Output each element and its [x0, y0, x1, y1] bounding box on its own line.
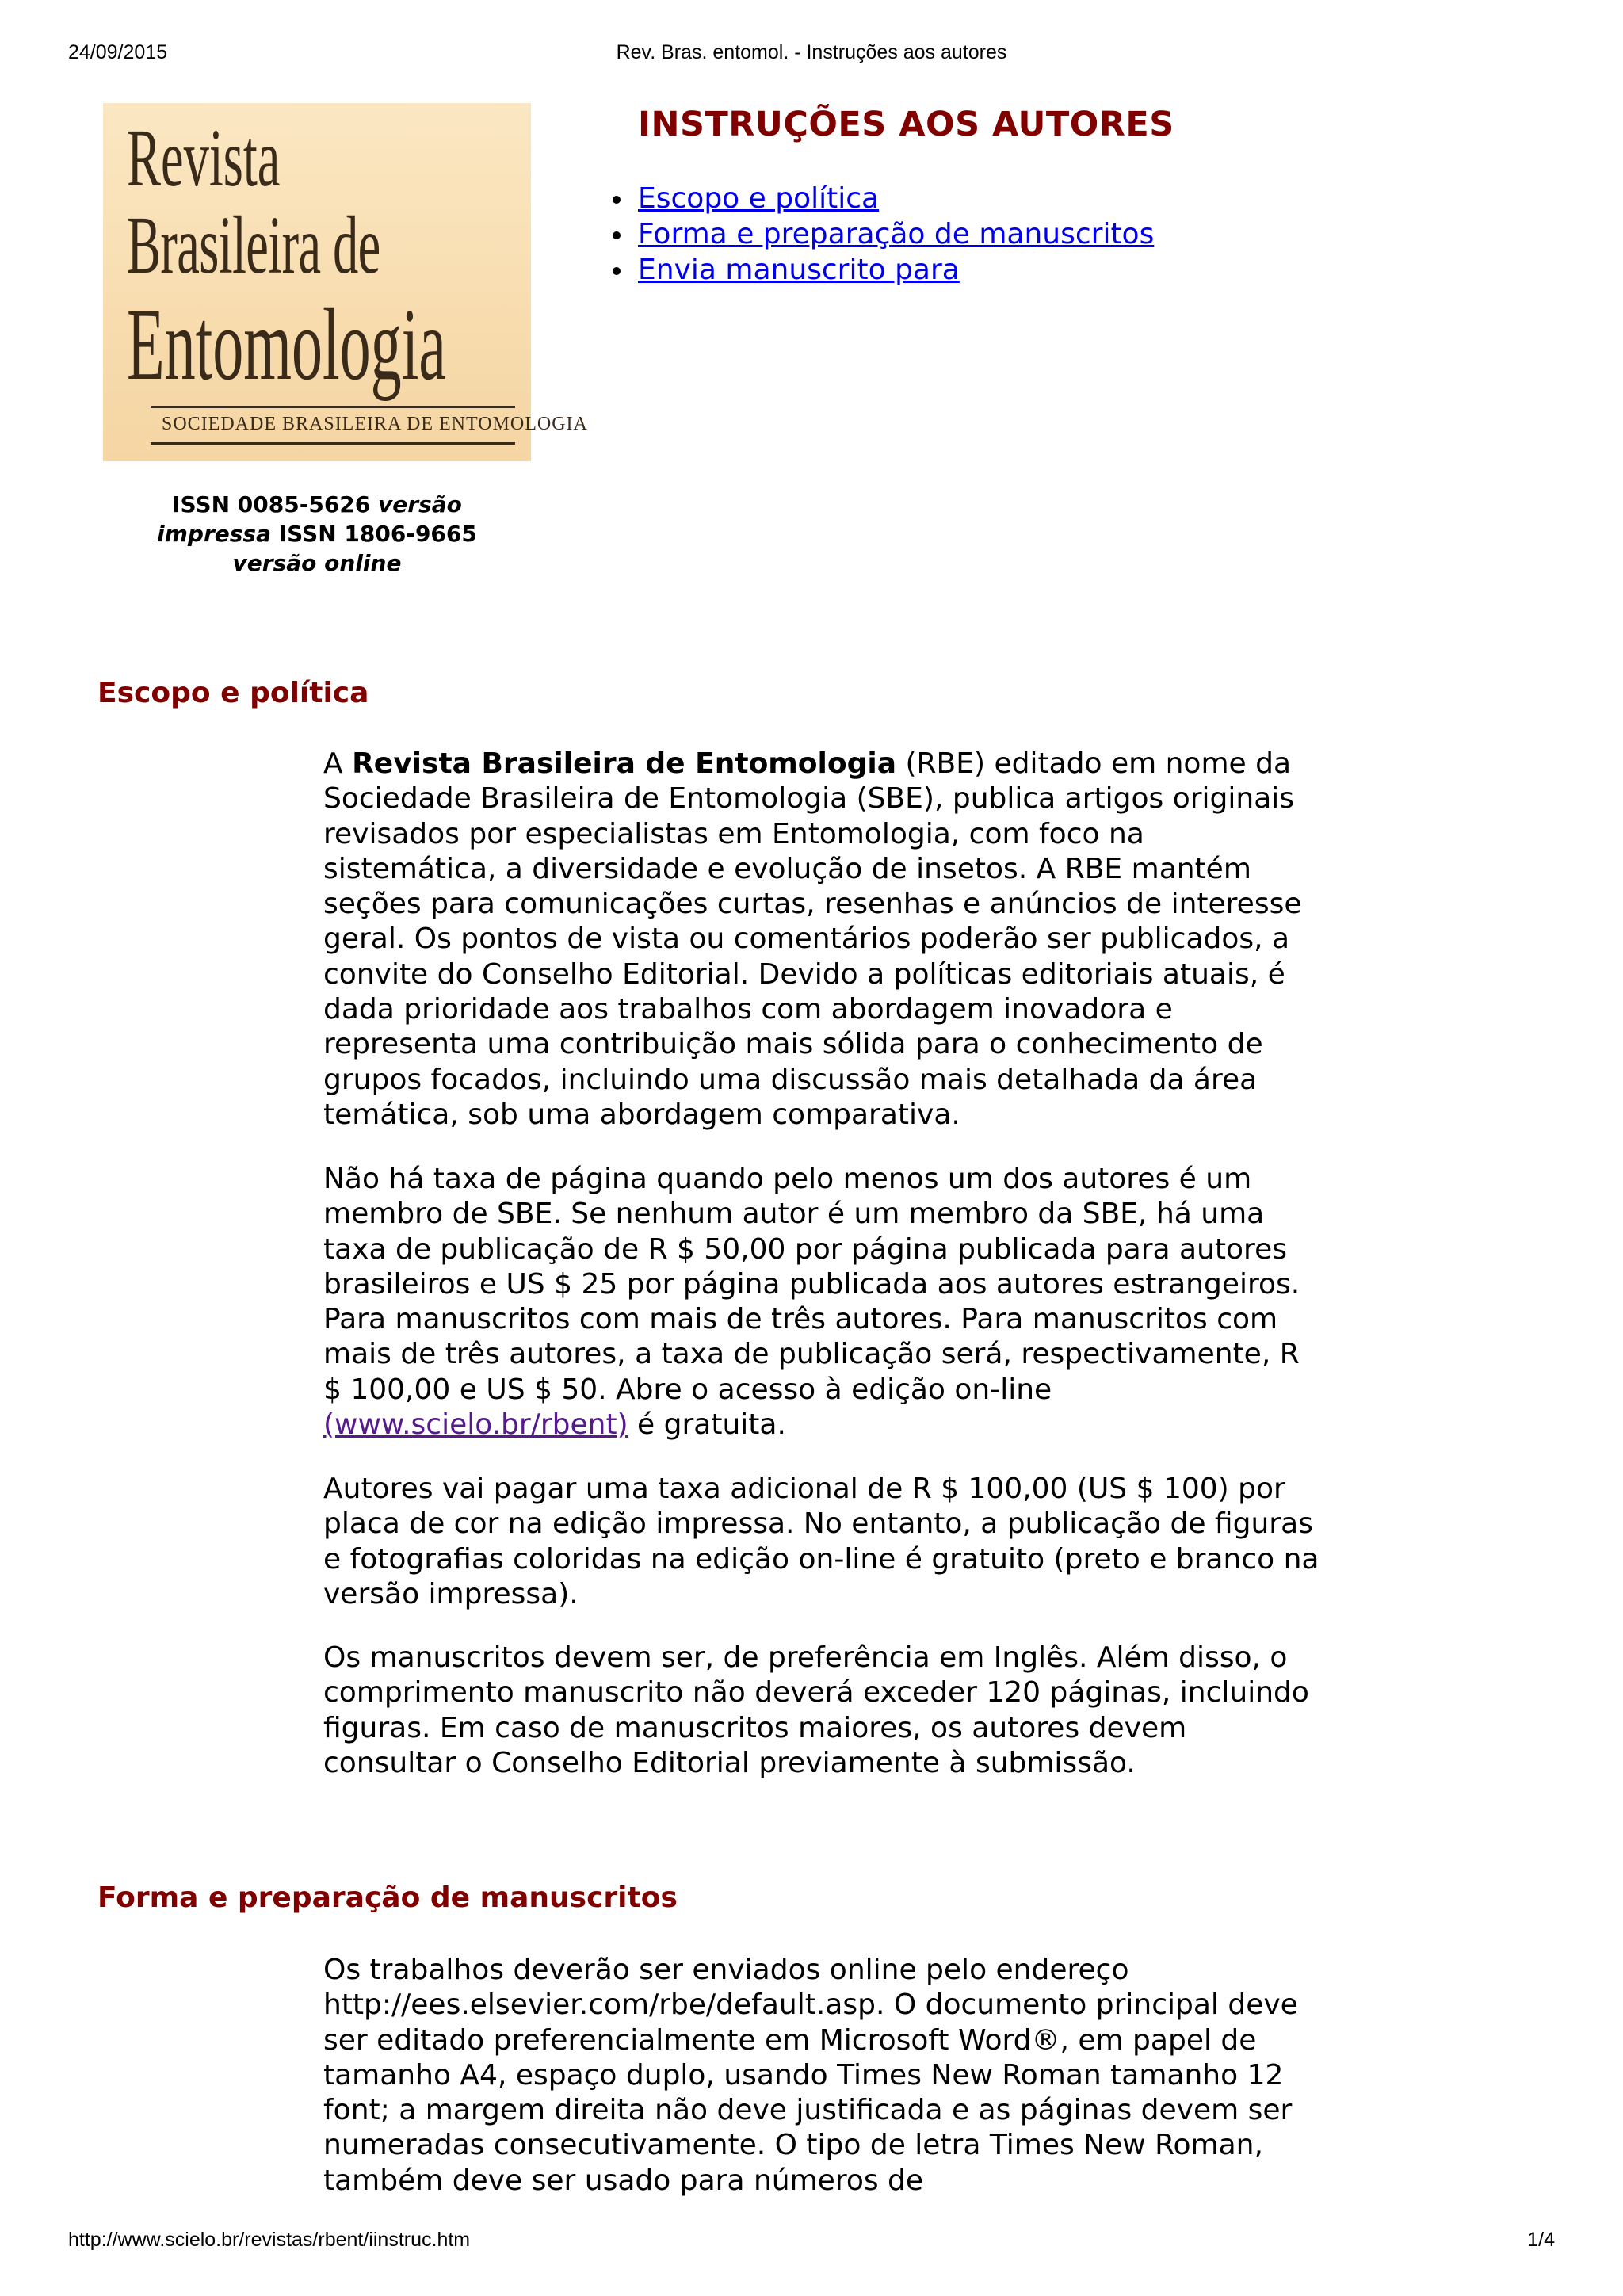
print-footer-url: http://www.scielo.br/revistas/rbent/iinstruc.htm: [68, 2229, 471, 2251]
paragraph-escopo-4: Os manuscritos devem ser, de preferência em Inglês. Além disso, o comprimento manuscrito não deverá exceder 120 páginas, incluindo figuras. Em caso de manuscritos maiores, os autores devem consultar o Conselho Editorial previamente à submissão.: [323, 1641, 1309, 1779]
section-heading-forma: Forma e preparação de manuscritos: [97, 1881, 678, 1914]
toc-item: [638, 181, 1154, 216]
journal-name-bold: Revista Brasileira de Entomologia: [352, 747, 897, 780]
journal-logo: [103, 103, 588, 461]
toc-link-envia[interactable]: Envia manuscrito para: [638, 254, 960, 286]
logo-line-2: Brasileira de: [127, 200, 380, 291]
logo-line-3: Entomologia: [127, 288, 446, 402]
print-header-date: 24/09/2015: [68, 41, 168, 63]
logo-rule-top: [151, 406, 515, 408]
paragraph-escopo-3: Autores vai pagar uma taxa adicional de R $ 100,00 (US $ 100) por placa de cor na edição impressa. No entanto, a publicação de figuras e fotografias coloridas na edição on-line é gratuito (preto e branco na versão impressa).: [323, 1473, 1319, 1610]
paragraph-escopo-1: [323, 747, 1322, 1133]
text-run: (RBE) editado em nome da Sociedade Brasileira de Entomologia (SBE), publica artigos originais revisados por especialistas em Entomologia, com foco na sistemática, a diversidade e evolução de insetos. A RBE mantém seções para comunicações curtas, resenhas e anúncios de interesse geral. Os pontos de vista ou comentários poderão ser publicados, a convite do Conselho Editorial. Devido a políticas editoriais atuais, é dada prioridade aos trabalhos com abordagem inovadora e representa uma contribuição mais sólida para o conhecimento de grupos focados, incluindo uma discussão mais detalhada da área temática, sob uma abordagem comparativa.: [323, 747, 1302, 1131]
issn-print-label-a: versão: [378, 491, 462, 518]
text-run: é gratuita.: [628, 1408, 786, 1442]
issn-online-label: versão online: [232, 550, 402, 576]
issn-print: ISSN 0085-5626: [172, 491, 371, 518]
table-of-contents: [638, 181, 1154, 288]
toc-item: [638, 216, 1154, 252]
text-run: A: [323, 747, 353, 780]
paragraph-escopo-2: [323, 1162, 1322, 1442]
section-heading-escopo: Escopo e política: [97, 677, 369, 709]
text-run: Não há taxa de página quando pelo menos um dos autores é um membro de SBE. Se nenhum autor é um membro da SBE, há uma taxa de publicação de R $ 50,00 por página publicada para autores brasileiros e US $ 25 por página publicada aos autores estrangeiros. Para manuscritos com mais de três autores. Para manuscritos com mais de três autores, a taxa de publicação será, respectivamente, R $ 100,00 e US $ 50. Abre o acesso à edição on-line: [323, 1163, 1300, 1406]
issn-online: ISSN 1806-9665: [278, 521, 477, 547]
toc-link-forma[interactable]: Forma e preparação de manuscritos: [638, 218, 1155, 250]
print-footer-page: 1/4: [1527, 2229, 1555, 2251]
scielo-link[interactable]: (www.scielo.br/rbent): [323, 1408, 628, 1442]
issn-block: [127, 490, 507, 578]
logo-rule-bottom: [151, 442, 515, 445]
paragraph-forma-1: Os trabalhos deverão ser enviados online pelo endereço http://ees.elsevier.com/rbe/default.asp. O documento principal deve ser editado preferencialmente em Microsoft Word®, em papel de tamanho A4, espaço duplo, usando Times New Roman tamanho 12 font; a margem direita não deve justificada e as páginas devem ser numeradas consecutivamente. O tipo de letra Times New Roman, também deve ser usado para números de: [323, 1954, 1298, 2197]
issn-print-label-b: impressa: [157, 521, 271, 547]
print-header-title: Rev. Bras. entomol. - Instruções aos autores: [616, 41, 1007, 63]
logo-line-1: Revista: [127, 113, 281, 204]
logo-society: SOCIEDADE BRASILEIRA DE ENTOMOLOGIA: [162, 414, 588, 434]
toc-item: [638, 252, 1154, 288]
page-title: INSTRUÇÕES AOS AUTORES: [638, 105, 1174, 144]
toc-link-escopo[interactable]: Escopo e política: [638, 182, 880, 215]
